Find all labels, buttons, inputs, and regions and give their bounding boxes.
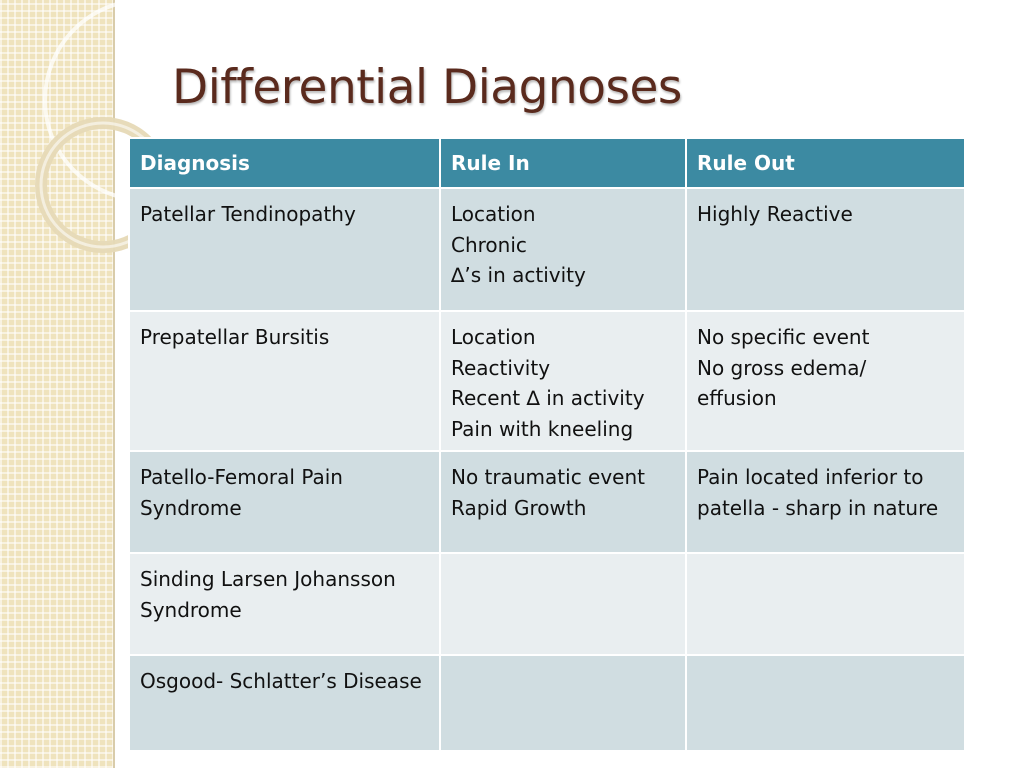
table-header-row xyxy=(129,138,965,188)
rule-out-cell xyxy=(686,311,965,451)
slide-title: Differential Diagnoses xyxy=(172,60,682,115)
diagnosis-cell xyxy=(129,553,440,655)
diagnosis-table xyxy=(128,137,966,752)
cell-text: Reactivity xyxy=(451,355,551,380)
diagnosis-cell xyxy=(129,655,440,751)
cell-text: patella - sharp in nature xyxy=(697,495,939,520)
header-rule-out: Rule Out xyxy=(686,138,965,188)
diagnosis-cell xyxy=(129,188,440,311)
rule-in-cell xyxy=(440,451,686,553)
header-rule-in: Rule In xyxy=(440,138,686,188)
cell-text: No traumatic event xyxy=(451,465,646,489)
header-diagnosis: Diagnosis xyxy=(129,138,440,188)
table-row xyxy=(129,655,965,751)
cell-text: Patello-Femoral Pain xyxy=(140,465,343,489)
rule-in-cell xyxy=(440,655,686,751)
cell-text: No specific event xyxy=(697,325,870,349)
cell-text: Pain with kneeling xyxy=(451,416,634,441)
cell-text: Rapid Growth xyxy=(451,495,587,520)
cell-text: Recent ∆ in activity xyxy=(451,386,645,410)
diagnosis-cell xyxy=(129,451,440,553)
cell-text: No gross edema/ xyxy=(697,355,867,380)
cell-text: Chronic xyxy=(451,232,527,257)
table-row xyxy=(129,188,965,311)
cell-text: ∆’s in activity xyxy=(451,263,586,287)
diagnosis-cell xyxy=(129,311,440,451)
rule-in-cell xyxy=(440,553,686,655)
rule-out-cell xyxy=(686,451,965,553)
cell-text: Pain located inferior to xyxy=(697,465,924,489)
diagnosis-table-container xyxy=(128,137,964,734)
cell-text: Osgood- Schlatter’s Disease xyxy=(140,669,422,693)
cell-text: Highly Reactive xyxy=(697,202,853,226)
cell-text: Location xyxy=(451,202,536,226)
rule-out-cell xyxy=(686,655,965,751)
rule-out-cell xyxy=(686,188,965,311)
table-row xyxy=(129,451,965,553)
cell-text: Patellar Tendinopathy xyxy=(140,202,356,226)
rule-in-cell xyxy=(440,188,686,311)
cell-text: Syndrome xyxy=(140,597,242,622)
cell-text: Prepatellar Bursitis xyxy=(140,325,330,349)
table-row xyxy=(129,311,965,451)
rule-out-cell xyxy=(686,553,965,655)
cell-text: Location xyxy=(451,325,536,349)
cell-text: Sinding Larsen Johansson xyxy=(140,567,396,591)
cell-text: effusion xyxy=(697,386,777,410)
cell-text: Syndrome xyxy=(140,495,242,520)
table-row xyxy=(129,553,965,655)
rule-in-cell xyxy=(440,311,686,451)
